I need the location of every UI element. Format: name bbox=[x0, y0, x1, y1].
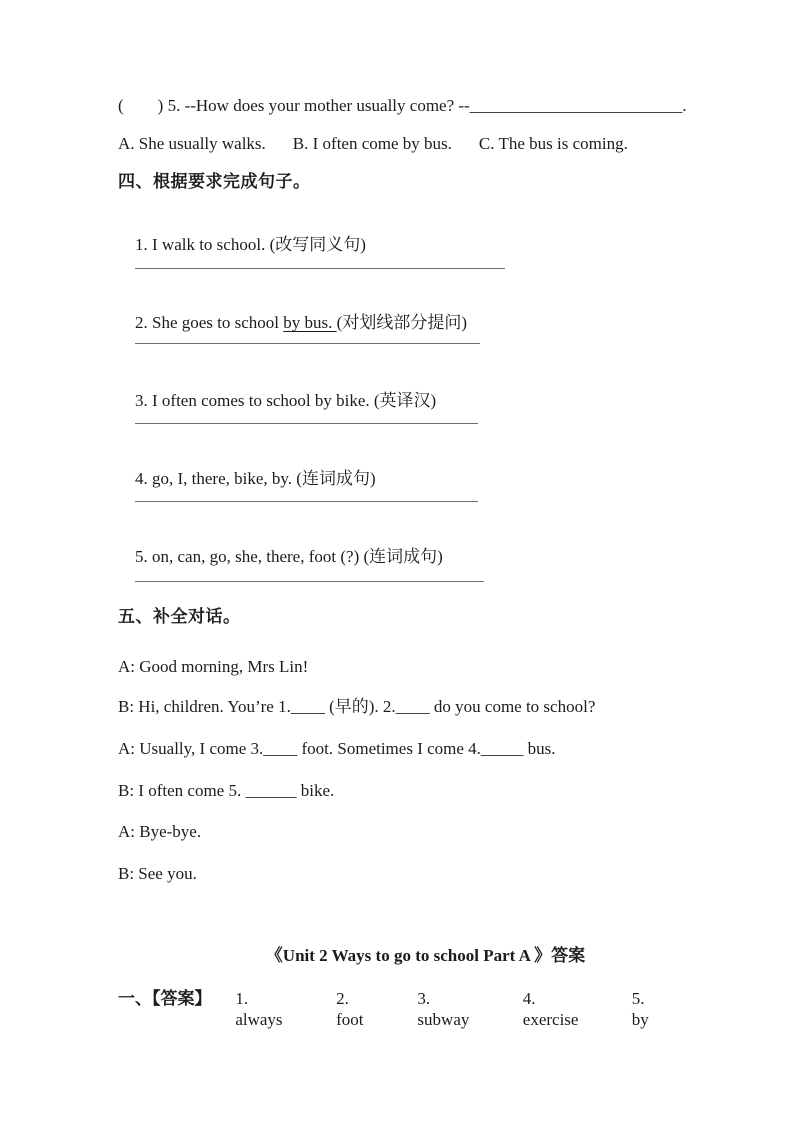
answers-label: 一、【答案】 bbox=[118, 989, 212, 1008]
answer-blank-line-4 bbox=[135, 501, 478, 502]
item-2-suffix: (对划线部分提问) bbox=[336, 313, 467, 333]
mc-option-a: A. She usually walks. bbox=[118, 134, 266, 153]
answer-item-1: 1. always bbox=[235, 989, 283, 1030]
item-1-text: 1. I walk to school. (改写同义句) bbox=[135, 235, 366, 255]
exercise-item-2 bbox=[118, 291, 703, 355]
mc-question-5: ( ) 5. --How does your mother usually come? --_________________________. bbox=[118, 96, 687, 115]
answer-blank-line-3 bbox=[135, 423, 478, 424]
exercise-item-5 bbox=[118, 525, 703, 589]
dialogue-line-2: B: Hi, children. You’re 1.____ (早的). 2.____ do you come to school? bbox=[118, 697, 596, 716]
answer-blank-line-2 bbox=[135, 343, 480, 344]
item-2-text: 2. She goes to school bbox=[135, 313, 284, 333]
mc-options-row bbox=[118, 133, 703, 154]
dialogue-line-3: A: Usually, I come 3.____ foot. Sometimes I come 4._____ bus. bbox=[118, 739, 556, 758]
section4-heading: 四、根据要求完成句子。 bbox=[118, 172, 311, 191]
section5-heading: 五、补全对话。 bbox=[118, 607, 241, 626]
answers-row bbox=[118, 988, 703, 1031]
item-3-text: 3. I often comes to school by bike. (英译汉) bbox=[135, 391, 437, 411]
answer-blank-line-5 bbox=[135, 581, 484, 582]
answers-section-title: 《Unit 2 Ways to go to school Part A 》答案 bbox=[265, 946, 586, 965]
mc-option-c: C. The bus is coming. bbox=[478, 134, 628, 153]
answer-item-2: 2. foot bbox=[336, 989, 364, 1030]
mc-option-b: B. I often come by bus. bbox=[292, 134, 452, 153]
item-5-text: 5. on, can, go, she, there, foot (?) (连词成句) bbox=[135, 547, 443, 567]
answer-item-5: 5. by bbox=[631, 989, 649, 1030]
item-4-text: 4. go, I, there, bike, by. (连词成句) bbox=[135, 469, 376, 489]
dialogue-line-4: B: I often come 5. ______ bike. bbox=[118, 781, 335, 800]
dialogue-line-6: B: See you. bbox=[118, 864, 197, 883]
answer-item-4: 4. exercise bbox=[522, 989, 579, 1030]
answer-blank-line-1 bbox=[135, 268, 505, 269]
answer-item-3: 3. subway bbox=[417, 989, 470, 1030]
item-2-underlined: by bus. bbox=[283, 313, 337, 333]
dialogue-line-1: A: Good morning, Mrs Lin! bbox=[118, 657, 309, 676]
dialogue-line-5: A: Bye-bye. bbox=[118, 822, 202, 841]
